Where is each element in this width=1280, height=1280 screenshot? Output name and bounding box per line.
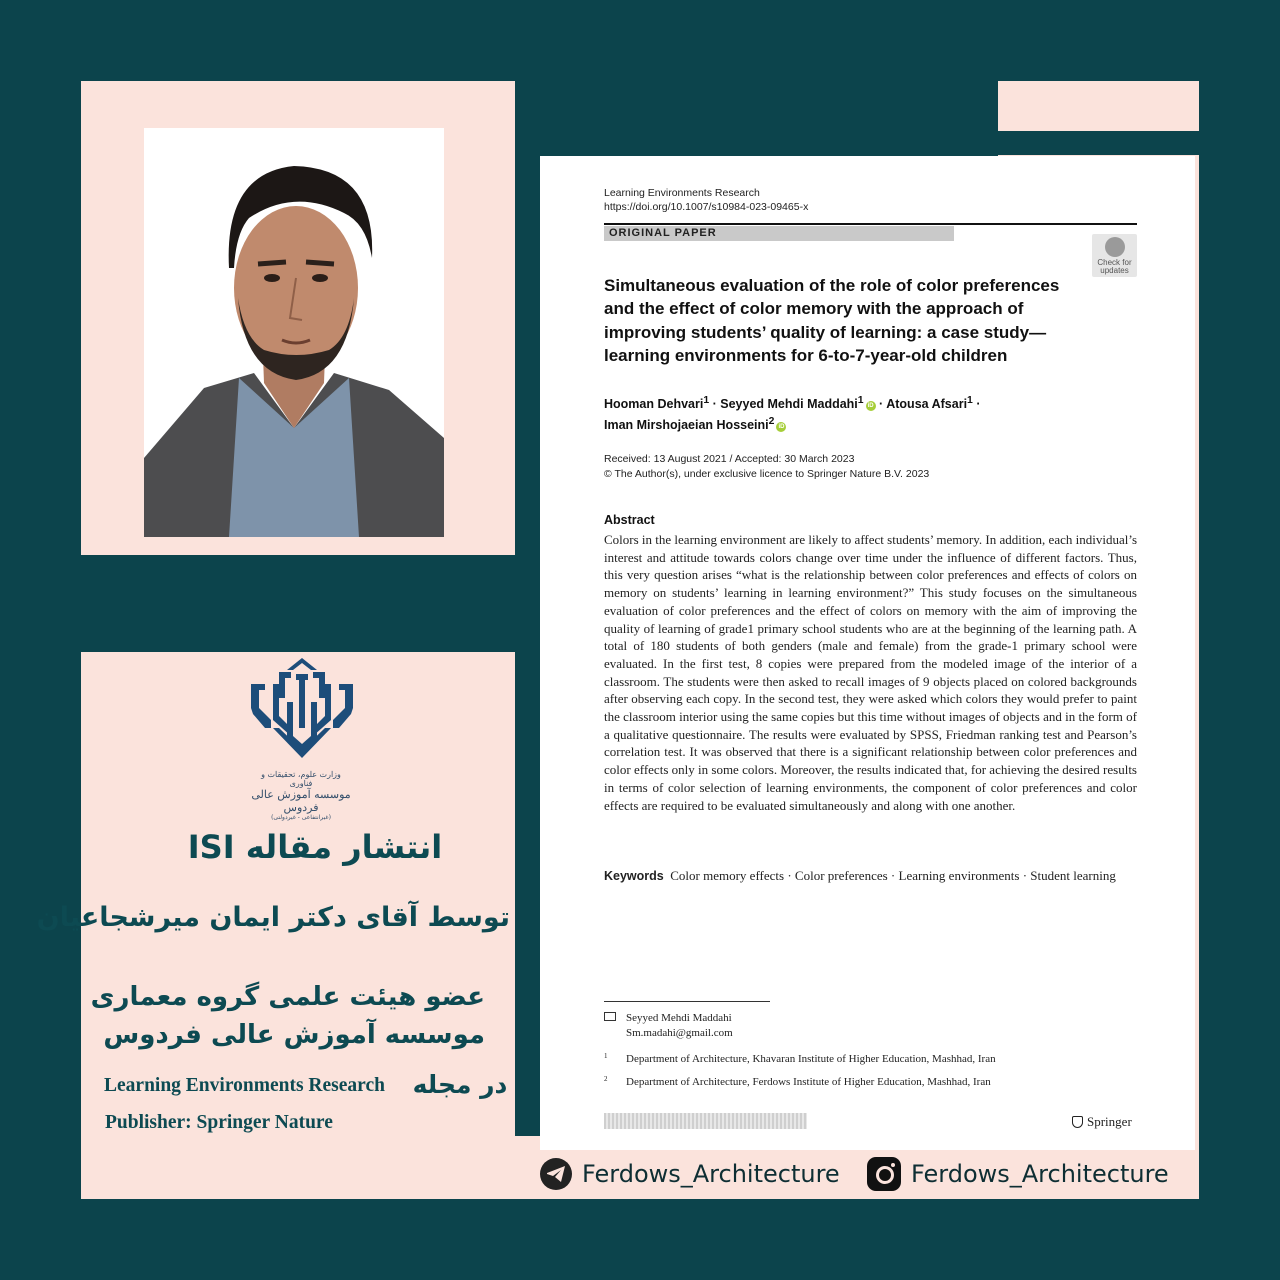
- correspondence-email[interactable]: Sm.madahi@gmail.com: [626, 1026, 733, 1039]
- decor-band: [81, 555, 515, 652]
- received-accepted: Received: 13 August 2021 / Accepted: 30 March 2023: [604, 453, 855, 465]
- keywords: [604, 867, 1137, 886]
- author-affiliation-mark: 1: [967, 395, 973, 406]
- author-separator: ·: [709, 397, 721, 412]
- author-affiliation-mark: 2: [768, 416, 775, 428]
- crest-line3: (غیرانتفاعی - غیردولتی): [271, 814, 331, 821]
- affiliation-1: [604, 1052, 996, 1065]
- paper-doi[interactable]: https://doi.org/10.1007/s10984-023-09465-x: [604, 201, 809, 213]
- springer-wordmark: Springer: [1087, 1114, 1132, 1129]
- instagram-link[interactable]: [867, 1152, 1169, 1196]
- abstract-text: Colors in the learning environment are likely to affect students’ memory. In addition, each individual’s interest and attitude towards colors change over time under the influence of different factors. Thus, this very question arises “what is the relationship between color preferences and effects of colors on memory on students’ learning in learning environment?” This study focuses on the simultaneous evaluation of color preferences and the effect of colors on memory with the aim of improving the quality of learning of grade1 primary school students who are at the beginning of the learning path. A total of 180 students of both genders (male and female) from the grade-1 primary school were evaluated. In the first test, 8 copies were prepared from the modeled image of the interior of a classroom. The students were then asked to recall images of 9 objects placed on colored backgrounds after observing each copy. In the second test, they were asked which colors they would prefer to paint the classroom interior using the same copies but this time without images of objects and in the form of a qualitative questionnaire. The results were evaluated by SPSS, Friedman ranking test and Pearson’s correlation test. It was observed that there is a significant relationship between color preferences and color effects only in some colors. Moreover, the results indicated that, for achieving the desired results in terms of color selection of learning environments, the component of color preferences and color effects are required to be evaluated simultaneously and along with one another.: [604, 532, 1137, 813]
- author-affiliation-mark: 1: [857, 395, 864, 406]
- check-updates-icon: [1105, 237, 1125, 257]
- crest-line1: وزارت علوم، تحقیقات و فناوری: [261, 770, 341, 788]
- redacted-strip: [604, 1113, 807, 1129]
- paper-dates: [604, 452, 929, 482]
- instagram-handle: Ferdows_Architecture: [911, 1160, 1169, 1188]
- paper-title: Simultaneous evaluation of the role of color preferences and the effect of color memory with the approach of improving students’ quality of learning: a case study—learning environments for 6-to-7-year-old children: [604, 276, 1060, 365]
- announcement-journal-name: Learning Environments Research: [104, 1075, 385, 1096]
- decor-band: [515, 131, 540, 1136]
- instagram-icon: [867, 1157, 901, 1191]
- paper-first-page: [540, 156, 1195, 1150]
- announcement-role-line1: عضو هیئت علمی گروه معماری: [90, 982, 485, 1012]
- author-name: Atousa Afsari: [886, 397, 968, 412]
- keywords-list: Color memory effects · Color preferences · Learning environments · Student learning: [670, 868, 1116, 883]
- affiliation-number: 1: [604, 1052, 608, 1060]
- licence-notice: © The Author(s), under exclusive licence to Springer Nature B.V. 2023: [604, 468, 930, 480]
- affiliation-number: 2: [604, 1075, 608, 1083]
- affiliation-text: Department of Architecture, Khavaran Institute of Higher Education, Mashhad, Iran: [626, 1053, 996, 1065]
- header-rule: [604, 223, 1137, 225]
- footnote-rule: [604, 1001, 770, 1002]
- telegram-handle: Ferdows_Architecture: [582, 1160, 840, 1188]
- springer-horse-icon: [1072, 1116, 1083, 1128]
- abstract-heading: Abstract: [604, 513, 655, 527]
- author-affiliation-mark: 1: [703, 395, 710, 406]
- author-portrait: [144, 128, 444, 537]
- crest-line2: موسسه آموزش عالی فردوس: [251, 788, 351, 814]
- paper-journal-name: Learning Environments Research: [604, 187, 760, 199]
- decor-band: [515, 131, 998, 156]
- check-updates-line2: updates: [1100, 266, 1129, 275]
- institute-crest-text: [251, 770, 351, 821]
- author-separator: ·: [875, 397, 887, 412]
- announcement-journal-prefix: در مجله: [412, 1070, 508, 1099]
- paper-journal-header: [604, 186, 808, 214]
- springer-logo: [1072, 1114, 1132, 1130]
- correspondence: [626, 1011, 733, 1040]
- envelope-icon: [604, 1012, 616, 1021]
- decor-band: [998, 81, 1199, 131]
- telegram-icon: [540, 1158, 572, 1190]
- affiliation-text: Department of Architecture, Ferdows Institute of Higher Education, Mashhad, Iran: [626, 1076, 991, 1088]
- institute-logo-icon: [251, 658, 353, 758]
- keywords-label: Keywords: [604, 869, 664, 883]
- orcid-icon[interactable]: iD: [867, 403, 874, 410]
- paper-authors: [604, 392, 1124, 434]
- correspondence-name: Seyyed Mehdi Maddahi: [626, 1012, 732, 1024]
- author-name: Hooman Dehvari: [604, 397, 704, 412]
- announcement-by-line: توسط آقای دکتر ایمان میرشجاعیان: [36, 902, 510, 933]
- orcid-icon[interactable]: iD: [778, 424, 785, 431]
- announcement-role-line2: موسسه آموزش عالی فردوس: [103, 1020, 485, 1050]
- announcement-headline: انتشار مقاله ISI: [187, 828, 443, 866]
- author-name: Seyyed Mehdi Maddahi: [720, 397, 858, 412]
- telegram-link[interactable]: [540, 1152, 840, 1196]
- check-for-updates-badge[interactable]: [1092, 234, 1137, 277]
- paper-type-badge: ORIGINAL PAPER: [604, 226, 954, 241]
- author-name: Iman Mirshojaeian Hosseini: [604, 418, 769, 433]
- check-updates-line1: Check for: [1097, 258, 1132, 267]
- affiliation-2: [604, 1075, 991, 1088]
- author-separator: ·: [972, 397, 981, 412]
- announcement-publisher: Publisher: Springer Nature: [105, 1112, 333, 1133]
